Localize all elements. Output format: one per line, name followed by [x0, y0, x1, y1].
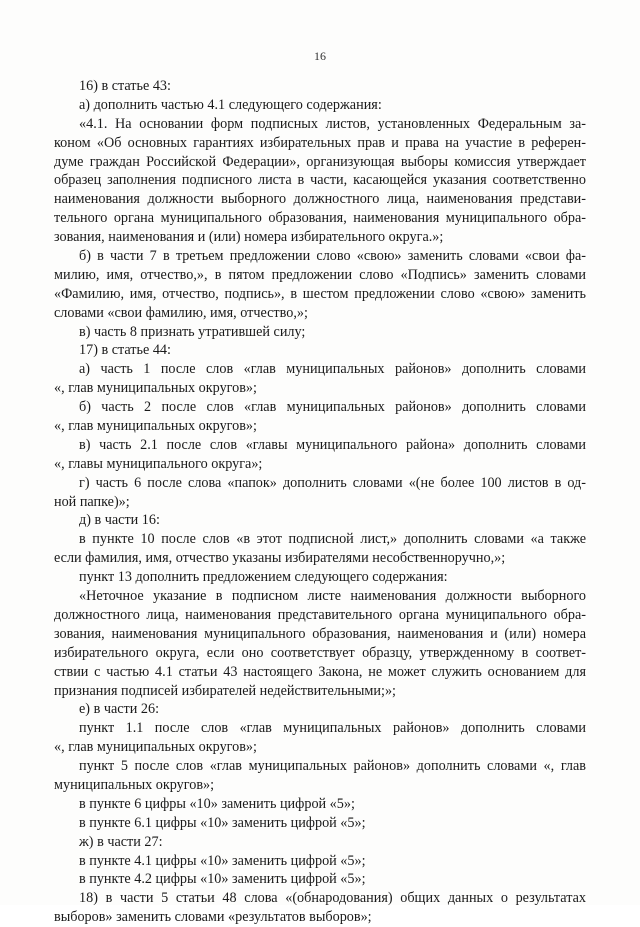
text-line: тельного органа муниципального образования, наименования муниципального обра- — [54, 210, 586, 227]
text-line: 16) в статье 43: — [79, 78, 171, 94]
text-line: в) часть 8 признать утратившей силу; — [79, 323, 306, 340]
document-body — [54, 77, 586, 927]
text-line: в пункте 4.2 цифры «10» заменить цифрой «5»; — [79, 871, 366, 888]
text-line: в пункте 4.1 цифры «10» заменить цифрой «5»; — [79, 852, 366, 869]
text-line: в пункте 10 после слов «в этот подписной лист,» дополнить словами «а также — [79, 531, 586, 548]
text-line: б) часть 2 после слов «глав муниципальных районов» дополнить словами — [79, 399, 586, 416]
text-line: избирательного округа, если оно соответствует образцу, утвержденному в соответ- — [54, 644, 586, 661]
text-line: ж) в части 27: — [79, 833, 163, 850]
text-line: словами «свои фамилию, имя, отчество,»; — [54, 304, 308, 321]
text-line: зования, наименования и (или) номера избирательного округа.»; — [54, 229, 444, 246]
text-line: 18) в части 5 статьи 48 слова «(обнародования) общих данных о результатах — [79, 890, 586, 907]
text-line: коном «Об основных гарантиях избирательных прав и права на участие в референ- — [54, 134, 586, 151]
text-line: пункт 5 после слов «глав муниципальных районов» дополнить словами «, глав — [79, 758, 586, 775]
text-line: «Фамилию, имя, отчество, подпись», в шестом предложении слово «свою» заменить — [54, 285, 586, 302]
text-line: а) часть 1 после слов «глав муниципальных районов» дополнить словами — [79, 361, 586, 378]
text-line: ной папке)»; — [54, 493, 130, 510]
text-line: если фамилия, имя, отчество указаны избирателями несобственноручно,»; — [54, 550, 506, 567]
text-line: пункт 1.1 после слов «глав муниципальных районов» дополнить словами — [79, 720, 586, 737]
text-line: признания подписей избирателей недействительными;»; — [54, 682, 396, 699]
text-line: а) дополнить частью 4.1 следующего содержания: — [79, 96, 382, 113]
text-line: в) часть 2.1 после слов «главы муниципального района» дополнить словами — [79, 436, 586, 453]
text-line: пункт 13 дополнить предложением следующего содержания: — [79, 569, 448, 586]
text-line: «4.1. На основании форм подписных листов, установленных Федеральным за- — [79, 115, 586, 132]
text-line: «, главы муниципального округа»; — [54, 455, 263, 472]
text-line: должностного лица, наименования представительного органа муниципального обра- — [54, 606, 586, 623]
text-line: в пункте 6 цифры «10» заменить цифрой «5»; — [79, 795, 355, 812]
text-line: выборов» заменить словами «результатов выборов»; — [54, 909, 372, 926]
text-line: зования, наименования муниципального образования, наименования и (или) номера — [54, 625, 586, 642]
text-line: ствии с частью 4.1 статьи 43 настоящего Закона, не может служить основанием для — [54, 663, 586, 680]
text-line: «Неточное указание в подписном листе наименования должности выборного — [79, 588, 586, 605]
text-line: б) в части 7 в третьем предложении слово «свою» заменить словами «свои фа- — [79, 248, 586, 265]
text-line: «, глав муниципальных округов»; — [54, 739, 257, 756]
text-line: 17) в статье 44: — [79, 342, 171, 359]
text-line: «, глав муниципальных округов»; — [54, 380, 257, 397]
text-line: в пункте 6.1 цифры «10» заменить цифрой «5»; — [79, 814, 366, 831]
text-line: «, глав муниципальных округов»; — [54, 418, 257, 435]
text-line: милию, имя, отчество,», в пятом предложении слово «Подпись» заменить словами — [54, 266, 586, 283]
text-line: муниципальных округов»; — [54, 776, 215, 793]
text-line: образец заполнения подписного листа в части, касающейся указания соответственно — [54, 172, 586, 189]
page-number: 16 — [314, 49, 326, 63]
text-line: д) в части 16: — [79, 512, 160, 529]
text-line: г) часть 6 после слова «папок» дополнить словами «(не более 100 листов в од- — [79, 474, 586, 491]
text-line: думе граждан Российской Федерации», организующая выборы комиссия утверждает — [54, 153, 586, 170]
text-line: е) в части 26: — [79, 701, 160, 718]
text-line: наименования должности выборного должностного лица, наименования представи- — [54, 191, 586, 208]
